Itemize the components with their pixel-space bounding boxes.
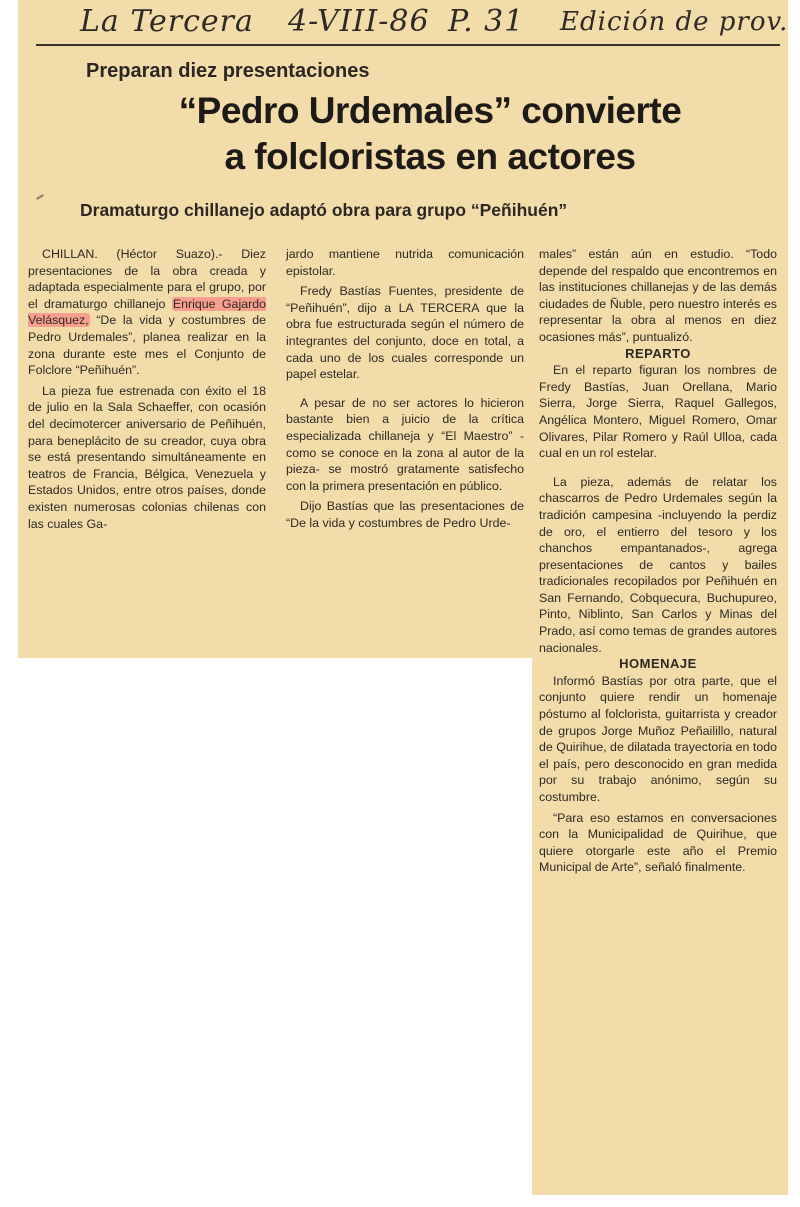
paragraph: La pieza fue estrenada con éxito el 18 de julio en la Sala Schaeffer, con ocasión del decimotercer aniversario de Peñihuén, para beneplácito de su creador, cuya obra se está presentando simultáneamente en teatros de Francia, Bélgica, Venezuela y Estados Unidos, entre otros países, donde existen numerosas colonias chilenas con las cuales Ga- bbox=[28, 383, 266, 531]
clipping-edition: Edición de prov. bbox=[560, 7, 789, 37]
article-headline bbox=[80, 88, 780, 180]
article-kicker: Preparan diez presentaciones bbox=[86, 60, 370, 82]
paragraph: CHILLAN. (Héctor Suazo).- Diez presentaciones de la obra creada y adaptada especialmente para el grupo, por el dramaturgo chillanejo Enrique Gajardo Velásquez, “De la vida y costumbres de Pedro Urdemales”, planea realizar en la zona durante este mes el Conjunto de Folclore “Peñihuén”. bbox=[28, 247, 267, 378]
paragraph: males” están aún en estudio. “Todo depende del respaldo que encontremos en las instituciones chillanejas y de las demás ciudades de Ñuble, pero nuestro interés es representar la obra al menos en diez ocasiones más”, puntualizó. bbox=[539, 247, 777, 344]
paragraph: Fredy Bastías Fuentes, presidente de “Peñihuén”, dijo a LA TERCERA que la obra fue estructurada según el número de integrantes del conjunto, doce en total, a cada uno de los cuales corresponde un papel estelar. bbox=[286, 284, 524, 382]
article-deck: Dramaturgo chillanejo adaptó obra para grupo “Peñihuén” bbox=[80, 200, 568, 220]
article-column-3 bbox=[539, 246, 777, 876]
section-heading-reparto: REPARTO bbox=[625, 345, 691, 361]
clipping-page: P. 31 bbox=[448, 4, 525, 39]
paragraph: La pieza, además de relatar los chascarros de Pedro Urdemales según la tradición campesina -incluyendo la perdiz de oro, el entierro del tesoro y los chanchos empantanados-, agrega presentaciones de cantos y bailes tradicionales recopilados por Peñihuén en San Fernando, Cobquecura, Buchupureo, Pinto, Niblinto, San Carlos y Minas del Prado, así como temas de grandes autores nacionales. bbox=[539, 474, 777, 655]
headline-line-1: “Pedro Urdemales” convierte bbox=[178, 90, 682, 131]
clipping-date: 4-VIII-86 bbox=[288, 4, 430, 39]
handwritten-source-note bbox=[30, 4, 790, 48]
highlighted-author-name: Enrique Gajardo Velásquez, bbox=[28, 296, 267, 328]
source-name: La Tercera bbox=[80, 4, 254, 39]
paragraph: jardo mantiene nutrida comunicación epistolar. bbox=[286, 247, 524, 278]
paragraph: En el reparto figuran los nombres de Fredy Bastías, Juan Orellana, Mario Sierra, Jorge Sierra, Raquel Gallegos, Angélica Montero, Miguel Romero, Omar Olivares, Pilar Romero y Raúl Ulloa, cada cual en un rol estelar. bbox=[539, 363, 777, 461]
paragraph: Dijo Bastías que las presentaciones de “De la vida y costumbres de Pedro Urde- bbox=[286, 499, 524, 530]
paragraph: Informó Bastías por otra parte, que el conjunto quiere rendir un homenaje póstumo al folclorista, guitarrista y creador de grupos Jorge Muñoz Peñailillo, natural de Quirihue, de dilatada trayectoria en todo el país, pero desconocido en gran medida por su trabajo anónimo, según su costumbre. bbox=[539, 673, 777, 804]
article-column-1 bbox=[28, 246, 266, 532]
paragraph: A pesar de no ser actores lo hicieron bastante bien a juicio de la crítica especializada chillaneja y “El Maestro” -como se conoce en la zona al autor de la pieza- se mostró gratamente satisfecho con la primera presentación en público. bbox=[286, 395, 524, 493]
article-column-2 bbox=[286, 246, 524, 532]
handwritten-underline bbox=[36, 44, 780, 46]
headline-line-2: a folcloristas en actores bbox=[224, 136, 636, 177]
section-heading-homenaje: HOMENAJE bbox=[619, 656, 697, 672]
paragraph: “Para eso estamos en conversaciones con la Municipalidad de Quirihue, que quiere otorgarle este año el Premio Municipal de Arte”, señaló finalmente. bbox=[539, 810, 777, 875]
